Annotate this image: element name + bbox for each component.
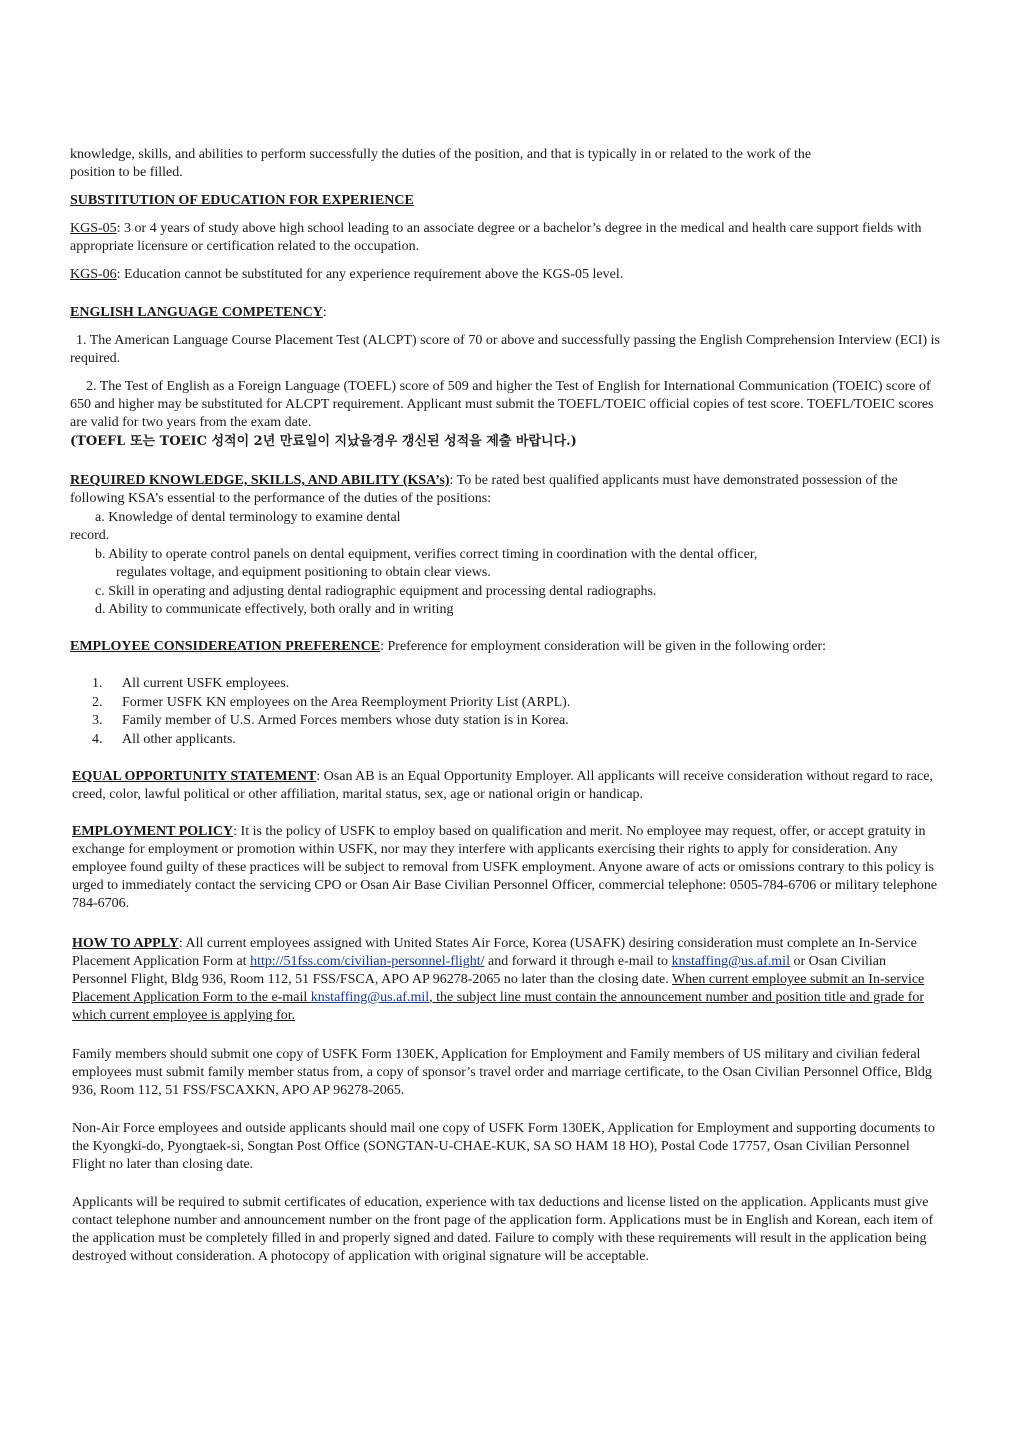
ksa-item-b: b. Ability to operate control panels on dental equipment, verifies correct timing in coordination with the dental officer, [95,547,758,562]
apply-heading: HOW TO APPLY [72,936,179,951]
eeo-paragraph: EQUAL OPPORTUNITY STATEMENT: Osan AB is an Equal Opportunity Employer. All applicants will receive consideration without regard to race, creed, color, lawful political or other affiliation, marital status, sex, age or national origin or handicap. [72,769,933,802]
kgs05-label: KGS-05 [70,221,117,236]
intro-text: knowledge, skills, and abilities to perform successfully the duties of the position, and that is typically in or related to the work of the position to be filled. [70,147,812,180]
substitution-heading: SUBSTITUTION OF EDUCATION FOR EXPERIENCE [70,193,414,208]
cpf-website-link[interactable]: http://51fss.com/civilian-personnel-flight/ [250,954,485,969]
ksa-item-c: c. Skill in operating and adjusting dental radiographic equipment and processing dental radiographs. [95,584,657,599]
ksa-item-d: d. Ability to communicate effectively, both orally and in writing [95,602,454,617]
preference-intro: EMPLOYEE CONSIDEREATION PREFERENCE: Preference for employment consideration will be given in the following order: [70,639,827,654]
english-item-1: 1. The American Language Course Placement Test (ALCPT) score of 70 or above and successfully passing the English Comprehension Interview (ECI) is required. [70,333,940,366]
ksa-item-a-cont: record. [70,528,110,543]
requirements-paragraph: Applicants will be required to submit certificates of education, experience with tax deductions and license listed on the application. Applicants must give contact telephone number and announcement number on the front page of the application form. Applications must be in English and Korean, each item of the application must be completely filled in and properly signed and dated. Failure to comply with these requirements will result in the application being destroyed without consideration. A photocopy of application with original signature will be acceptable. [72,1195,934,1264]
policy-heading: EMPLOYMENT POLICY [72,824,234,839]
ksa-heading: REQUIRED KNOWLEDGE, SKILLS, AND ABILITY (KSA’s) [70,473,450,488]
family-paragraph: Family members should submit one copy of USFK Form 130EK, Application for Employment and Family members of US military and civilian federal employees must submit family member status from, a copy of sponsor’s travel order and marriage certificate, to the Osan Civilian Personnel Office, Bldg 936, Room 112, 51 FSS/FSCAXKN, APO AP 96278-2065. [72,1047,932,1098]
english-item-2: 2. The Test of English as a Foreign Language (TOEFL) score of 509 and higher the Test of English for International Communication (TOEIC) score of 650 and higher may be substituted for ALCPT requirement. Applicant must submit the TOEFL/TOEIC official copies of test score. TOEFL/TOEIC scores are valid for two years from the exam date. [70,379,934,430]
list-item: 4. All other applicants. [92,732,236,747]
list-item: 2. Former USFK KN employees on the Area Reemployment Priority List (ARPL). [92,695,571,710]
preference-heading: EMPLOYEE CONSIDEREATION PREFERENCE [70,639,381,654]
eeo-heading: EQUAL OPPORTUNITY STATEMENT [72,769,317,784]
ksa-item-a: a. Knowledge of dental terminology to examine dental [95,510,401,525]
kgs05-paragraph: KGS-05: 3 or 4 years of study above high school leading to an associate degree or a bachelor’s degree in the medical and health care support fields with appropriate licensure or certification related to the occupation. [70,221,922,254]
apply-paragraph: HOW TO APPLY: All current employees assigned with United States Air Force, Korea (USAFK) desiring consideration must complete an In-Service Placement Application Form at http://51fss.com/civilian-personnel-flight/ and forward it through e-mail to knstaffing@us.af.mil or Osan Civilian Personnel Flight, Bldg 936, Room 112, 51 FSS/FSCA, APO AP 96278-2065 no later than the closing date. When current employee submit an In-service Placement Application Form to the e-mail knstaffing@us.af.mil, the subject line must contain the announcement number and position title and grade for which current employee is applying for. [72,936,925,1023]
kgs06-label: KGS-06 [70,267,117,282]
list-item: 3. Family member of U.S. Armed Forces members whose duty station is in Korea. [92,713,569,728]
kgs06-paragraph: KGS-06: Education cannot be substituted for any experience requirement above the KGS-05 level. [70,267,624,282]
nonaf-paragraph: Non-Air Force employees and outside applicants should mail one copy of USFK Form 130EK, Application for Employment and supporting documents to the Kyongki-do, Pyongtaek-si, Songtan Post Office (SONGTAN-U-CHAE-KUK, SA SO HAM 18 HO), Postal Code 17757, Osan Civilian Personnel Flight no later than closing date. [72,1121,935,1172]
ksa-intro: REQUIRED KNOWLEDGE, SKILLS, AND ABILITY (KSA’s): To be rated best qualified applicants must have demonstrated possession of the following KSA’s essential to the performance of the duties of the positions: [70,473,898,506]
english-heading: ENGLISH LANGUAGE COMPETENCY: [70,305,327,320]
ksa-item-b-cont: regulates voltage, and equipment positioning to obtain clear views. [116,565,491,580]
knstaffing-email-link-2[interactable]: knstaffing@us.af.mil [310,990,430,1005]
korean-note: (TOEFL 또는 TOEIC 성적이 2년 만료일이 지났을경우 갱신된 성적을 제출 바랍니다.) [70,434,577,449]
knstaffing-email-link[interactable]: knstaffing@us.af.mil [671,954,790,969]
policy-paragraph: EMPLOYMENT POLICY: It is the policy of USFK to employ based on qualification and merit. No employee may request, offer, or accept gratuity in exchange for employment or promotion within USFK, nor may they interfere with applicants exercising their rights to apply for consideration. Any employee found guilty of these practices will be subject to removal from USFK employment. Anyone aware of acts or omissions contrary to this policy is urged to immediately contact the servicing CPO or Osan Air Base Civilian Personnel Officer, commercial telephone: 0505-784-6706 or military telephone 784-6706. [72,824,938,911]
list-item: 1. All current USFK employees. [92,676,290,691]
